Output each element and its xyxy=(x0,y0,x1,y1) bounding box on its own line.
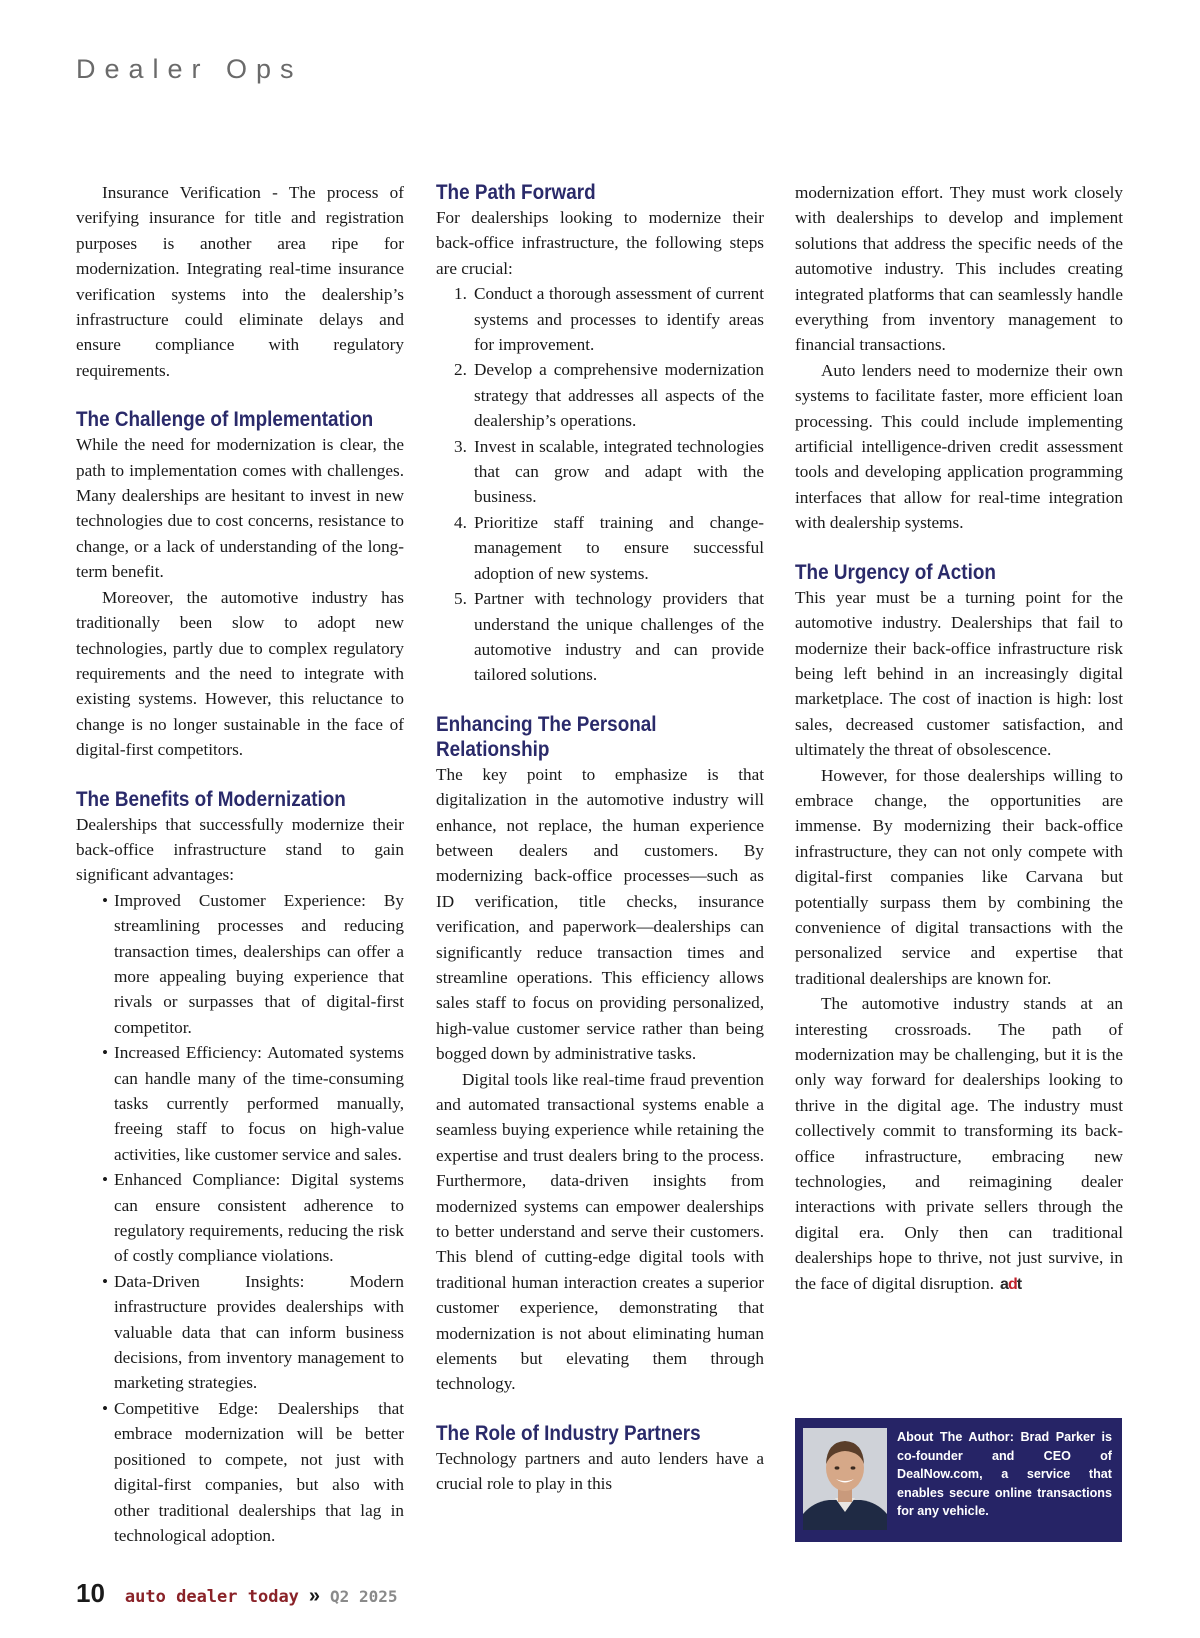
personal-heading: Enhancing The Personal Relationship xyxy=(436,712,657,761)
list-item: 3. Invest in scalable, integrated technologies that can grow and adapt with the business. xyxy=(454,436,764,507)
urgency-paragraph-2: However, for those dealerships willing to embrace change, the opportunities are immense. By modernizing their back-office infrastructure, they can not only compete with digital-first companies like Carvana but potentially surpass them by combining the convenience of digital transactions with the personalized service and expertise that traditional dealerships are known for. xyxy=(795,765,1123,988)
page-number: 10 xyxy=(76,1578,105,1608)
personal-paragraph-1: The key point to emphasize is that digitalization in the automotive industry will enhance, not replace, the human experience between dealers and customers. By modernizing back-office processes—such as ID verification, title checks, insurance verification, and paperwork—dealerships can significantly reduce transaction times and streamline operations. This efficiency allows sales staff to focus on providing personalized, high-value customer service rather than being bogged down by administrative tasks. xyxy=(436,764,764,1064)
list-item: 4. Prioritize staff training and change-management to ensure successful adoption of new systems. xyxy=(454,512,764,583)
bullet-icon: • xyxy=(102,1043,109,1063)
urgency-heading: The Urgency of Action xyxy=(795,560,996,584)
benefits-intro: Dealerships that successfully modernize their back-office infrastructure stand to gain significant advantages: xyxy=(76,814,404,885)
path-intro: For dealerships looking to modernize their back-office infrastructure, the following steps are crucial: xyxy=(436,208,764,278)
list-item: • Enhanced Compliance: Digital systems can ensure consistent adherence to regulatory requirements, reducing the risk of costly compliance violations. xyxy=(76,1167,404,1269)
author-portrait-image xyxy=(803,1428,887,1530)
lenders-paragraph: Auto lenders need to modernize their own systems to facilitate faster, more efficient loan processing. This could include implementing artificial intelligence-driven credit assessment tools and developing application programming interfaces that allow for real-time integration with dealership systems. xyxy=(795,360,1123,533)
list-item: • Competitive Edge: Dealerships that embrace modernization will be better positioned to compete, not just with digital-first companies, but also with other traditional dealerships that lag in technological adoption. xyxy=(76,1396,404,1548)
section-label: Dealer Ops xyxy=(76,54,303,84)
bullet-icon: • xyxy=(102,1398,109,1418)
list-item: 5. Partner with technology providers that understand the unique challenges of the automotive industry and can provide tailored solutions. xyxy=(454,589,764,685)
separator-icon: » xyxy=(308,1585,321,1607)
challenge-paragraph-1: While the need for modernization is clear, the path to implementation comes with challenges. Many dealerships are hesitant to invest in new technologies due to cost concerns, resistance to change, or a lack of understanding of the long-term benefit. xyxy=(76,435,404,582)
partners-paragraph: Technology partners and auto lenders have a crucial role to play in this xyxy=(436,1448,764,1494)
urgency-paragraph-3: The automotive industry stands at an interesting crossroads. The path of modernization may be challenging, but it is the only way forward for dealerships looking to thrive in the digital age. The industry must collectively commit to transforming its back-office infrastructure, embracing new technologies, and reimagining dealer interactions with private sellers through the digital era. Only then can traditional dealerships hope to thrive, not just survive, in the face of digital disruption. adt xyxy=(795,994,1123,1293)
author-bio: About The Author: Brad Parker is co-founder and CEO of DealNow.com, a service that enables secure online transactions for any vehicle. xyxy=(897,1430,1112,1518)
list-item: • Data-Driven Insights: Modern infrastructure provides dealerships with valuable data that can inform business decisions, from inventory management to marketing strategies. xyxy=(76,1269,404,1396)
author-box xyxy=(795,1418,1122,1542)
list-item: • Increased Efficiency: Automated systems can handle many of the time-consuming tasks currently performed manually, freeing staff to focus on high-value activities, like customer service and sales. xyxy=(76,1040,404,1167)
challenge-paragraph-2: Moreover, the automotive industry has traditionally been slow to adopt new technologies, partly due to complex regulatory requirements and the need to integrate with existing systems. However, this reluctance to change is no longer sustainable in the face of digital-first competitors. xyxy=(76,587,404,760)
bullet-icon: • xyxy=(102,890,109,910)
bullet-icon: • xyxy=(102,1271,109,1291)
urgency-paragraph-1: This year must be a turning point for the automotive industry. Dealerships that fail to modernize their back-office infrastructure risk being left behind in an increasingly digital marketplace. The cost of inaction is high: lost sales, decreased customer satisfaction, and ultimately the threat of obsolescence. xyxy=(795,587,1123,760)
issue-label: Q2 2025 xyxy=(330,1587,398,1606)
article-column-2 xyxy=(436,180,764,1560)
magazine-name: auto dealer today xyxy=(124,1587,299,1607)
partners-heading: The Role of Industry Partners xyxy=(436,1421,701,1445)
article-column-3 xyxy=(795,180,1123,1560)
steps-list xyxy=(436,281,764,688)
intro-paragraph: Insurance Verification - The process of verifying insurance for title and registration purposes is another area ripe for modernization. Integrating real-time insurance verification systems into the dealership’s infrastructure could eliminate delays and ensure compliance with regulatory requirements. xyxy=(76,183,404,380)
path-heading: The Path Forward xyxy=(436,181,596,204)
list-item: 1. Conduct a thorough assessment of current systems and processes to identify areas for improvement. xyxy=(454,284,764,355)
article-column-1 xyxy=(76,180,404,1560)
benefits-list xyxy=(76,888,404,1549)
author-photo xyxy=(803,1428,887,1530)
page-footer xyxy=(76,1578,397,1609)
challenge-heading: The Challenge of Implementation xyxy=(76,408,374,432)
bullet-icon: • xyxy=(102,1170,109,1190)
end-mark-logo: adt xyxy=(1000,1275,1022,1293)
partners-continued-paragraph: modernization effort. They must work closely with dealerships to develop and implement solutions that address the specific needs of the automotive industry. This includes creating integrated platforms that can seamlessly handle everything from inventory management to financial transactions. xyxy=(795,183,1123,355)
list-item: • Improved Customer Experience: By streamlining processes and reducing transaction times, dealerships can offer a more appealing buying experience that rivals or surpasses that of digital-first competitor. xyxy=(76,888,404,1040)
benefits-heading: The Benefits of Modernization xyxy=(76,787,346,811)
list-item: 2. Develop a comprehensive modernization strategy that addresses all aspects of the dealership’s operations. xyxy=(454,360,764,431)
personal-paragraph-2: Digital tools like real-time fraud prevention and automated transactional systems enable a seamless buying experience while retaining the expertise and trust dealers bring to the process. Furthermore, data-driven insights from modernized systems can empower dealerships to better understand and serve their customers. This blend of cutting-edge digital tools with traditional human interaction creates a superior customer experience, demonstrating that modernization is not about eliminating human elements but elevating them through technology. xyxy=(436,1069,764,1394)
